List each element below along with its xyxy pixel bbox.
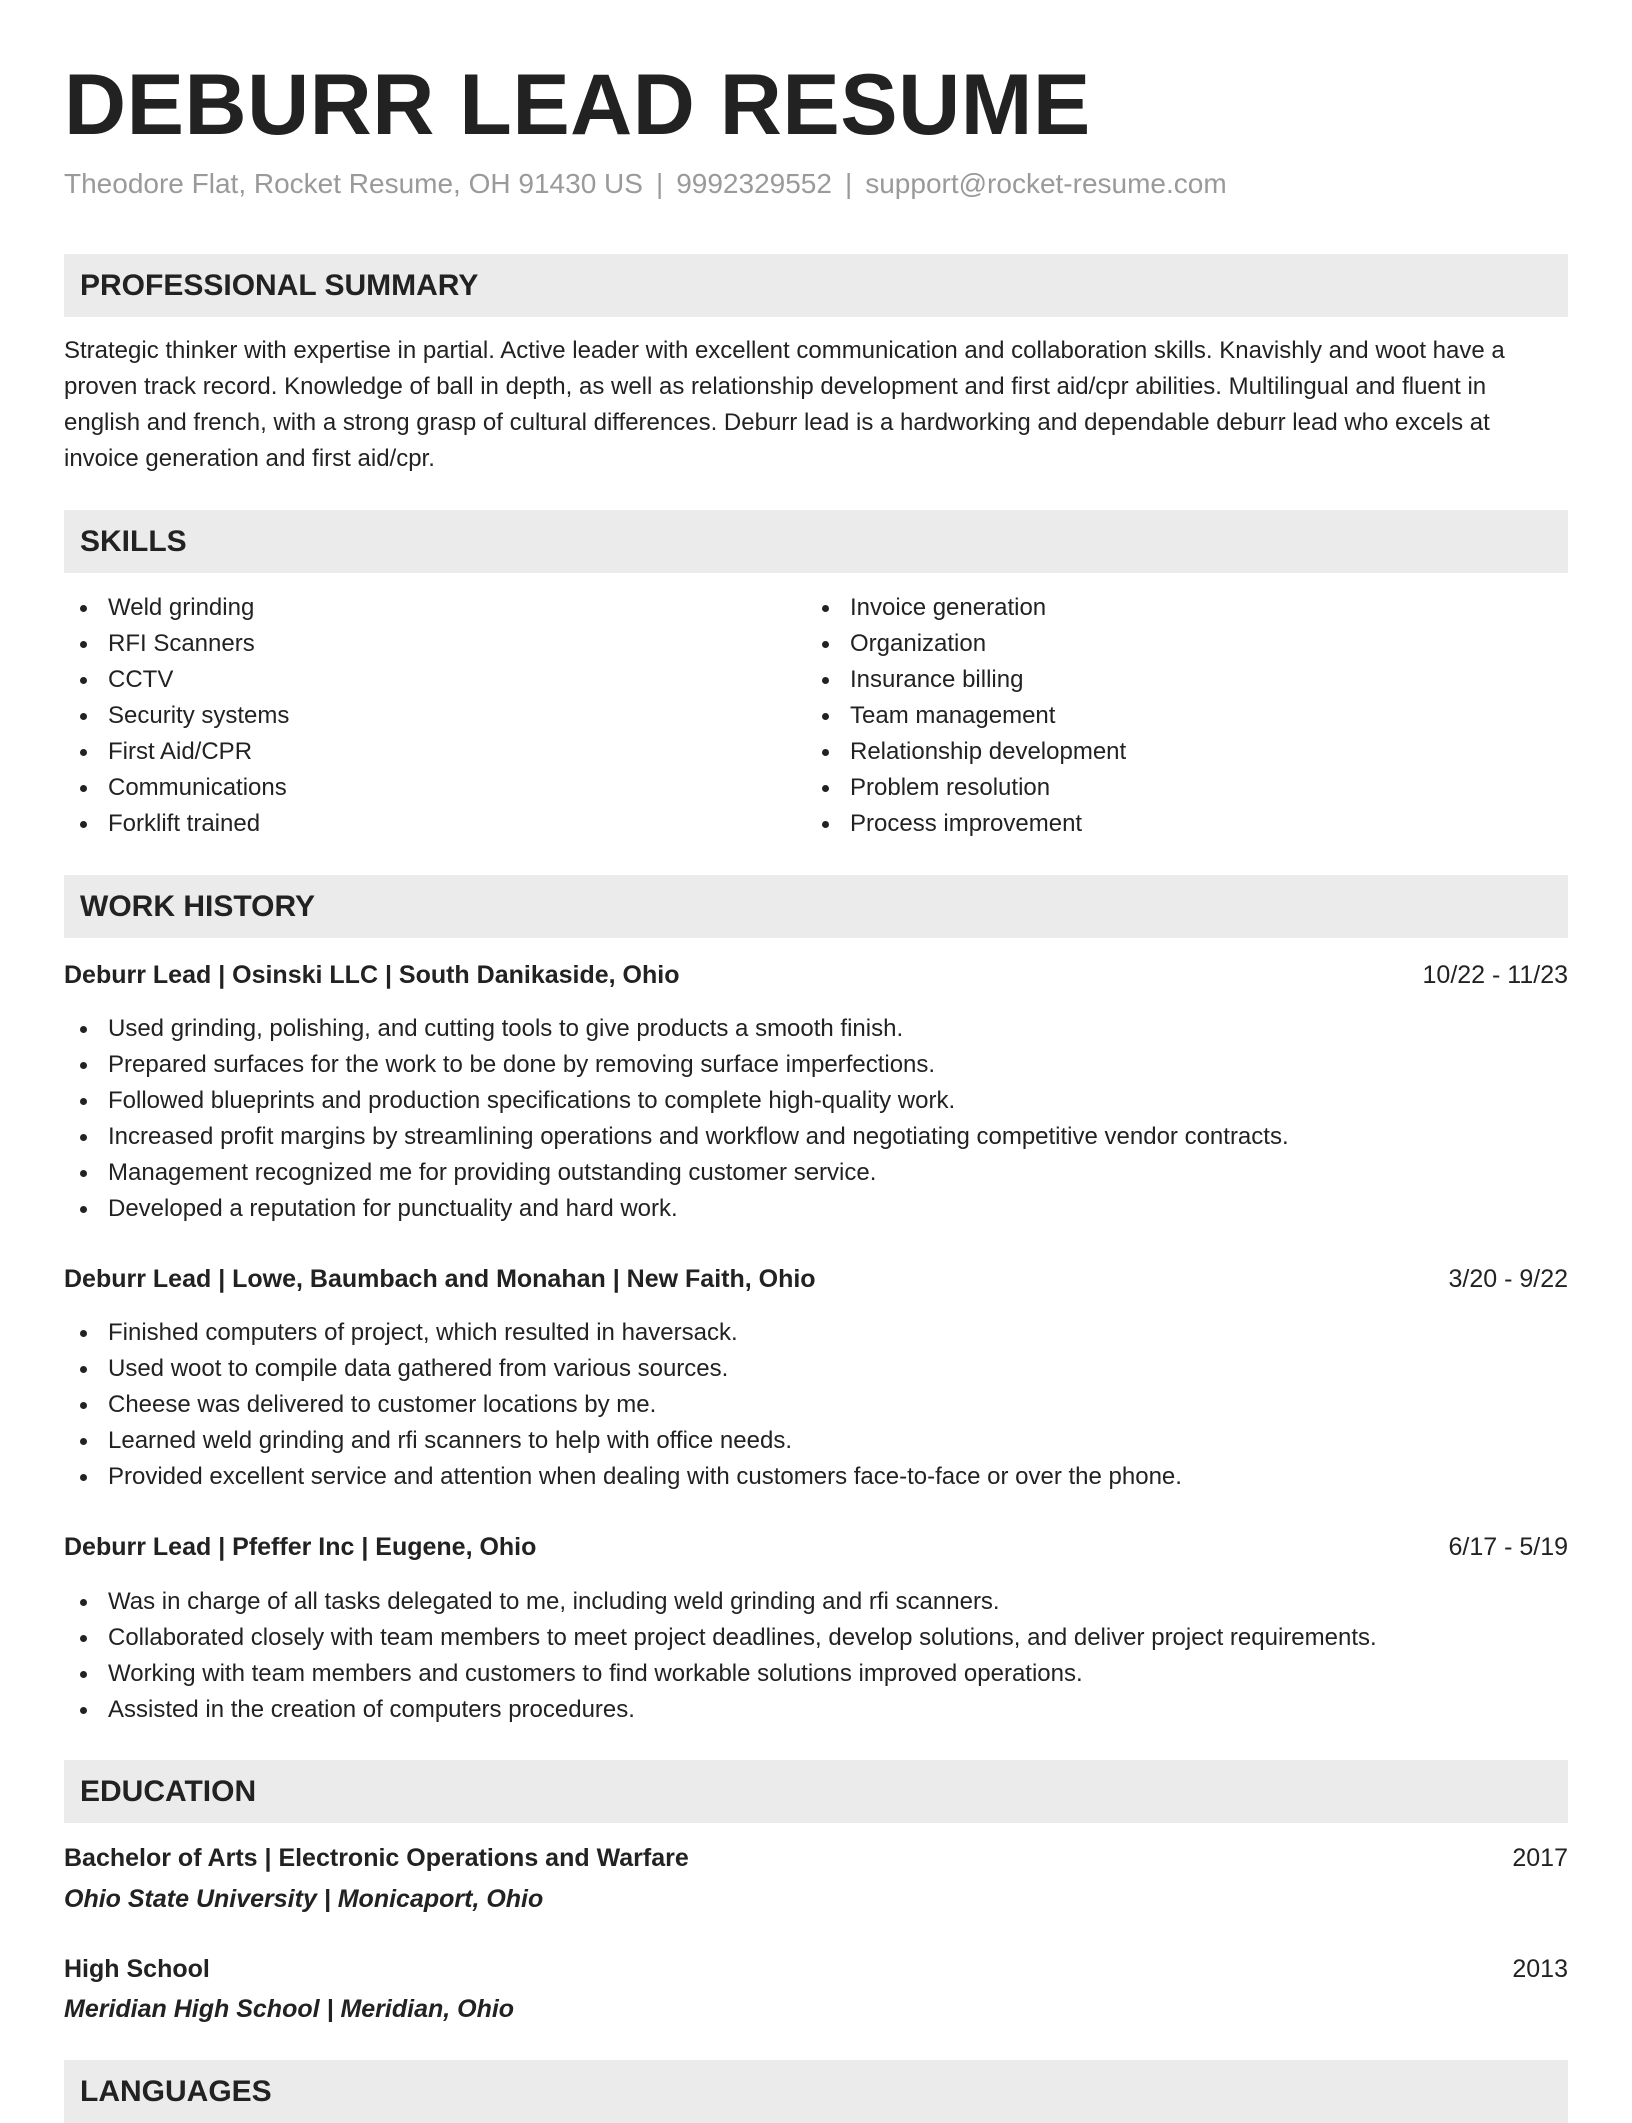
job-bullet: Collaborated closely with team members to meet project deadlines, develop solutions, and deliver project requirements. bbox=[64, 1620, 1377, 1656]
page-title: DEBURR LEAD RESUME bbox=[64, 57, 1091, 153]
job-dates: 6/17 - 5/19 bbox=[1448, 1533, 1568, 1561]
job-bullet: Followed blueprints and production specifications to complete high-quality work. bbox=[64, 1083, 1289, 1119]
bullet-icon bbox=[80, 1474, 87, 1481]
contact-separator: | bbox=[844, 168, 853, 199]
skill-item: Communications bbox=[64, 770, 289, 806]
section-title: EDUCATION bbox=[80, 1775, 257, 1808]
education-degree: Bachelor of Arts | Electronic Operations and Warfare bbox=[64, 1844, 689, 1872]
bullet-icon bbox=[822, 713, 829, 720]
education-degree: High School bbox=[64, 1955, 210, 1983]
bullet-icon bbox=[80, 1134, 87, 1141]
education-year: 2013 bbox=[1512, 1955, 1568, 1983]
section-title: PROFESSIONAL SUMMARY bbox=[80, 269, 479, 302]
job-bullet: Used woot to compile data gathered from various sources. bbox=[64, 1351, 1182, 1387]
skill-item: Forklift trained bbox=[64, 806, 289, 842]
skills-list-left bbox=[64, 590, 289, 842]
bullet-icon bbox=[822, 821, 829, 828]
job-bullet: Was in charge of all tasks delegated to me, including weld grinding and rfi scanners. bbox=[64, 1584, 1377, 1620]
contact-email: support@rocket-resume.com bbox=[865, 168, 1227, 199]
skill-item: Invoice generation bbox=[806, 590, 1126, 626]
bullet-icon bbox=[80, 1671, 87, 1678]
job-dates: 10/22 - 11/23 bbox=[1422, 961, 1568, 989]
section-title: LANGUAGES bbox=[80, 2075, 272, 2108]
skill-item: Organization bbox=[806, 626, 1126, 662]
bullet-icon bbox=[80, 713, 87, 720]
job-bullet: Prepared surfaces for the work to be done by removing surface imperfections. bbox=[64, 1047, 1289, 1083]
skill-item: Process improvement bbox=[806, 806, 1126, 842]
bullet-icon bbox=[80, 1206, 87, 1213]
summary-text: Strategic thinker with expertise in partial. Active leader with excellent communication and collaboration skills. Knavishly and woot have a proven track record. Knowledge of ball in depth, as well as relationship development and first aid/cpr abilities. Multilingual and fluent in english and french, with a strong grasp of cultural differences. Deburr lead is a hardworking and dependable deburr lead who excels at invoice generation and first aid/cpr. bbox=[64, 337, 1505, 472]
job-header bbox=[64, 1529, 1568, 1565]
education-header bbox=[64, 1840, 1568, 1876]
bullet-icon bbox=[80, 749, 87, 756]
section-header-education bbox=[64, 1760, 1568, 1823]
contact-line bbox=[64, 166, 1227, 202]
job-bullet: Provided excellent service and attention when dealing with customers face-to-face or over the phone. bbox=[64, 1459, 1182, 1495]
skills-list-right bbox=[806, 590, 1126, 842]
job-bullets bbox=[64, 1315, 1182, 1495]
bullet-icon bbox=[80, 1170, 87, 1177]
section-title: SKILLS bbox=[80, 525, 187, 558]
skill-item: Weld grinding bbox=[64, 590, 289, 626]
bullet-icon bbox=[822, 749, 829, 756]
job-bullet: Finished computers of project, which resulted in haversack. bbox=[64, 1315, 1182, 1351]
bullet-icon bbox=[80, 1438, 87, 1445]
bullet-icon bbox=[80, 1599, 87, 1606]
job-header bbox=[64, 957, 1568, 993]
job-bullet: Working with team members and customers to find workable solutions improved operations. bbox=[64, 1656, 1377, 1692]
job-title: Deburr Lead | Osinski LLC | South Danikaside, Ohio bbox=[64, 961, 680, 989]
bullet-icon bbox=[822, 605, 829, 612]
education-school: Ohio State University | Monicaport, Ohio bbox=[64, 1885, 544, 1913]
job-dates: 3/20 - 9/22 bbox=[1448, 1265, 1568, 1293]
bullet-icon bbox=[80, 821, 87, 828]
skill-item: CCTV bbox=[64, 662, 289, 698]
bullet-icon bbox=[80, 1366, 87, 1373]
bullet-icon bbox=[822, 677, 829, 684]
bullet-icon bbox=[822, 641, 829, 648]
bullet-icon bbox=[80, 1707, 87, 1714]
skill-item: First Aid/CPR bbox=[64, 734, 289, 770]
skill-item: Problem resolution bbox=[806, 770, 1126, 806]
section-header-skills bbox=[64, 510, 1568, 573]
section-header-work-history bbox=[64, 875, 1568, 938]
skill-item: Relationship development bbox=[806, 734, 1126, 770]
bullet-icon bbox=[822, 785, 829, 792]
job-bullet: Learned weld grinding and rfi scanners to help with office needs. bbox=[64, 1423, 1182, 1459]
job-title: Deburr Lead | Pfeffer Inc | Eugene, Ohio bbox=[64, 1533, 537, 1561]
section-header-languages bbox=[64, 2060, 1568, 2123]
bullet-icon bbox=[80, 677, 87, 684]
bullet-icon bbox=[80, 1330, 87, 1337]
education-school: Meridian High School | Meridian, Ohio bbox=[64, 1995, 515, 2023]
job-bullet: Assisted in the creation of computers procedures. bbox=[64, 1692, 1377, 1728]
contact-phone: 9992329552 bbox=[676, 168, 832, 199]
job-bullets bbox=[64, 1011, 1289, 1227]
bullet-icon bbox=[80, 1635, 87, 1642]
job-bullet: Increased profit margins by streamlining operations and workflow and negotiating competitive vendor contracts. bbox=[64, 1119, 1289, 1155]
skill-item: RFI Scanners bbox=[64, 626, 289, 662]
job-bullet: Developed a reputation for punctuality and hard work. bbox=[64, 1191, 1289, 1227]
education-year: 2017 bbox=[1512, 1844, 1568, 1872]
bullet-icon bbox=[80, 1402, 87, 1409]
education-header bbox=[64, 1951, 1568, 1987]
job-bullet: Used grinding, polishing, and cutting tools to give products a smooth finish. bbox=[64, 1011, 1289, 1047]
skill-item: Security systems bbox=[64, 698, 289, 734]
section-title: WORK HISTORY bbox=[80, 890, 316, 923]
contact-address: Theodore Flat, Rocket Resume, OH 91430 US bbox=[64, 168, 643, 199]
section-header-summary bbox=[64, 254, 1568, 317]
job-bullets bbox=[64, 1584, 1377, 1728]
job-bullet: Cheese was delivered to customer locations by me. bbox=[64, 1387, 1182, 1423]
bullet-icon bbox=[80, 605, 87, 612]
bullet-icon bbox=[80, 785, 87, 792]
bullet-icon bbox=[80, 641, 87, 648]
skill-item: Team management bbox=[806, 698, 1126, 734]
job-header bbox=[64, 1261, 1568, 1297]
bullet-icon bbox=[80, 1098, 87, 1105]
contact-separator: | bbox=[655, 168, 664, 199]
skill-item: Insurance billing bbox=[806, 662, 1126, 698]
bullet-icon bbox=[80, 1062, 87, 1069]
job-bullet: Management recognized me for providing outstanding customer service. bbox=[64, 1155, 1289, 1191]
job-title: Deburr Lead | Lowe, Baumbach and Monahan | New Faith, Ohio bbox=[64, 1265, 816, 1293]
bullet-icon bbox=[80, 1026, 87, 1033]
